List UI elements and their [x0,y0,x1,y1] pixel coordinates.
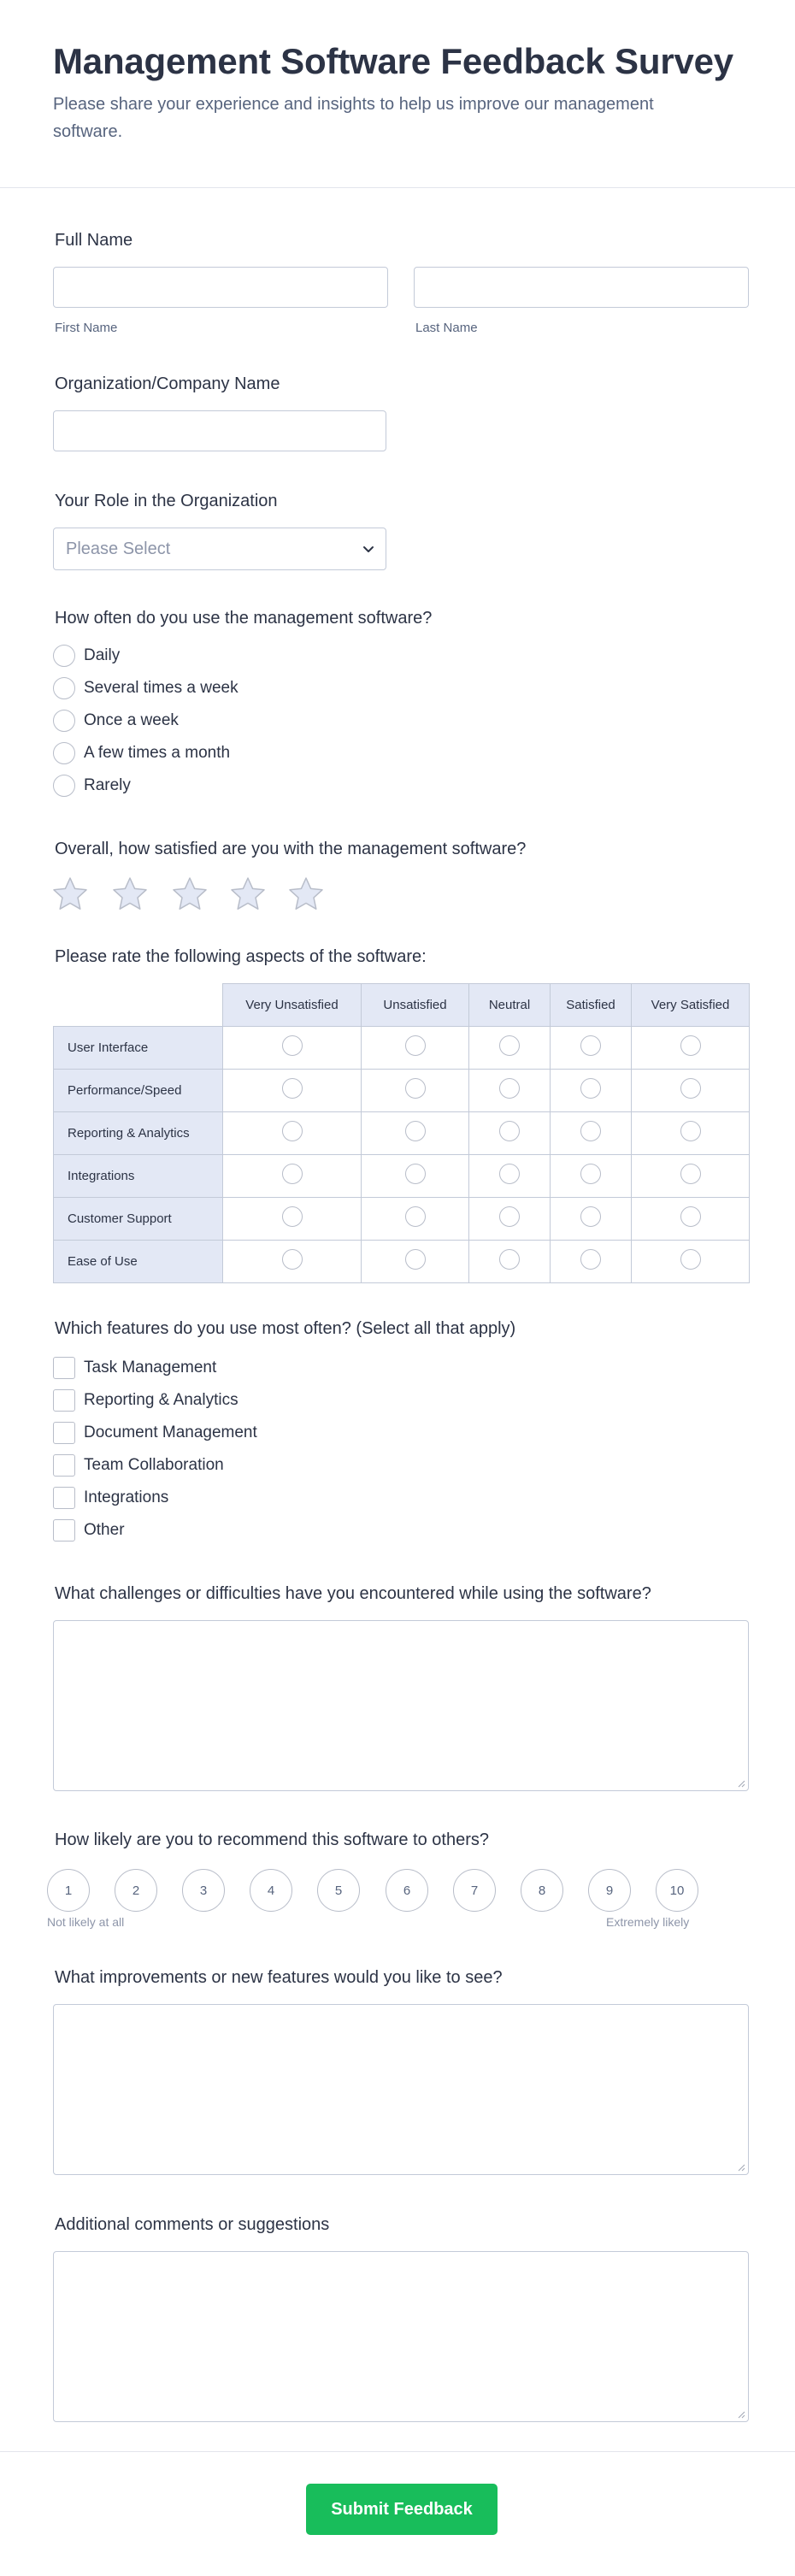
feature-option-label: Document Management [84,1424,257,1441]
scale-option-6[interactable]: 6 [386,1869,428,1912]
matrix-radio[interactable] [580,1078,601,1099]
matrix-radio[interactable] [405,1121,426,1141]
scale-option-4[interactable]: 4 [250,1869,292,1912]
role-select-placeholder: Please Select [66,539,171,558]
page-subtitle: Please share your experience and insights to help us improve our management software. [53,95,654,141]
full-name-label: Full Name [55,231,133,250]
role-select[interactable] [53,528,386,570]
scale-option-7[interactable]: 7 [453,1869,496,1912]
satisfaction-label: Overall, how satisfied are you with the management software? [55,840,527,858]
usage-option-once-week[interactable] [53,708,179,734]
matrix-radio[interactable] [499,1078,520,1099]
star-icon[interactable] [229,875,267,913]
matrix-row [54,1198,750,1241]
matrix-radio[interactable] [282,1035,303,1056]
feature-option-label: Task Management [84,1359,217,1376]
scale-max-caption: Extremely likely [606,1915,690,1929]
radio-button[interactable] [53,677,75,699]
scale-option-1[interactable]: 1 [47,1869,90,1912]
matrix-radio[interactable] [580,1035,601,1056]
matrix-row [54,1112,750,1155]
scale-option-2[interactable]: 2 [115,1869,157,1912]
feature-option-label: Integrations [84,1488,169,1506]
matrix-radio[interactable] [680,1121,701,1141]
star-icon[interactable] [287,875,325,913]
page-title: Management Software Feedback Survey [53,41,733,81]
matrix-radio[interactable] [680,1206,701,1227]
matrix-column-header: Very Satisfied [632,984,750,1027]
usage-option-rarely[interactable] [53,773,131,799]
matrix-column-header: Neutral [469,984,551,1027]
matrix-row [54,1241,750,1283]
matrix-radio[interactable] [680,1249,701,1270]
radio-button[interactable] [53,775,75,797]
role-label: Your Role in the Organization [55,492,278,510]
feature-option-integrations[interactable] [53,1485,168,1511]
last-name-input[interactable] [414,267,749,308]
submit-feedback-button[interactable]: Submit Feedback [306,2484,498,2535]
rating-matrix [53,983,750,1283]
first-name-input[interactable] [53,267,388,308]
matrix-row [54,1027,750,1070]
matrix-radio[interactable] [499,1035,520,1056]
form-header [0,0,795,188]
feature-option-other[interactable] [53,1518,125,1543]
usage-option-label: Daily [84,646,121,664]
matrix-radio[interactable] [282,1078,303,1099]
scale-option-10[interactable]: 10 [656,1869,698,1912]
matrix-row [54,1070,750,1112]
matrix-radio[interactable] [580,1206,601,1227]
matrix-radio[interactable] [405,1249,426,1270]
usage-option-label: A few times a month [84,744,231,762]
matrix-radio[interactable] [499,1206,520,1227]
footer-divider [0,2451,795,2452]
checkbox[interactable] [53,1454,75,1477]
star-icon[interactable] [171,875,209,913]
matrix-row-label: Reporting & Analytics [54,1112,223,1155]
matrix-radio[interactable] [499,1164,520,1184]
matrix-radio[interactable] [580,1121,601,1141]
usage-option-several-times-week[interactable] [53,675,238,701]
matrix-radio[interactable] [680,1078,701,1099]
matrix-radio[interactable] [680,1035,701,1056]
usage-option-label: Once a week [84,711,179,729]
matrix-radio[interactable] [405,1206,426,1227]
challenges-textarea[interactable] [53,1620,749,1791]
feature-option-task-management[interactable] [53,1355,216,1381]
scale-option-9[interactable]: 9 [588,1869,631,1912]
matrix-radio[interactable] [580,1164,601,1184]
matrix-row-label: Integrations [54,1155,223,1198]
organization-input[interactable] [53,410,386,451]
matrix-row-label: Customer Support [54,1198,223,1241]
usage-option-label: Rarely [84,776,131,794]
comments-label: Additional comments or suggestions [55,2215,330,2234]
chevron-down-icon [362,542,375,556]
checkbox[interactable] [53,1519,75,1541]
star-icon[interactable] [51,875,89,913]
usage-option-label: Several times a week [84,679,238,697]
matrix-corner [54,984,223,1027]
matrix-radio[interactable] [680,1164,701,1184]
matrix-column-header: Unsatisfied [362,984,469,1027]
matrix-radio[interactable] [282,1249,303,1270]
scale-min-caption: Not likely at all [47,1915,125,1929]
organization-label: Organization/Company Name [55,374,280,393]
usage-label: How often do you use the management software? [55,609,433,628]
matrix-label: Please rate the following aspects of the software: [55,947,427,966]
resize-handle-icon[interactable] [737,2410,745,2419]
feature-option-label: Other [84,1521,125,1539]
matrix-radio[interactable] [405,1078,426,1099]
first-name-sublabel: First Name [55,321,118,335]
matrix-radio[interactable] [282,1164,303,1184]
matrix-radio[interactable] [405,1164,426,1184]
matrix-column-header: Satisfied [551,984,632,1027]
matrix-radio[interactable] [499,1121,520,1141]
scale-option-5[interactable]: 5 [317,1869,360,1912]
matrix-radio[interactable] [580,1249,601,1270]
checkbox[interactable] [53,1357,75,1379]
matrix-row-label: User Interface [54,1027,223,1070]
matrix-radio[interactable] [499,1249,520,1270]
matrix-row-label: Ease of Use [54,1241,223,1283]
checkbox[interactable] [53,1422,75,1444]
radio-button[interactable] [53,645,75,667]
last-name-sublabel: Last Name [415,321,478,335]
recommend-label: How likely are you to recommend this software to others? [55,1830,489,1849]
improvements-label: What improvements or new features would you like to see? [55,1968,503,1987]
matrix-radio[interactable] [282,1206,303,1227]
checkbox[interactable] [53,1389,75,1412]
feature-option-label: Team Collaboration [84,1456,224,1474]
feature-option-document-management[interactable] [53,1420,257,1446]
resize-handle-icon[interactable] [737,2163,745,2172]
scale-option-3[interactable]: 3 [182,1869,225,1912]
matrix-row [54,1155,750,1198]
comments-textarea[interactable] [53,2251,749,2422]
feature-option-reporting-analytics[interactable] [53,1388,238,1413]
feature-option-label: Reporting & Analytics [84,1391,238,1409]
matrix-row-label: Performance/Speed [54,1070,223,1112]
star-icon[interactable] [111,875,149,913]
feature-option-team-collaboration[interactable] [53,1453,224,1478]
scale-option-8[interactable]: 8 [521,1869,563,1912]
usage-option-daily[interactable] [53,643,120,669]
improvements-textarea[interactable] [53,2004,749,2175]
radio-button[interactable] [53,710,75,732]
resize-handle-icon[interactable] [737,1779,745,1788]
matrix-radio[interactable] [405,1035,426,1056]
challenges-label: What challenges or difficulties have you encountered while using the software? [55,1584,651,1603]
matrix-radio[interactable] [282,1121,303,1141]
features-label: Which features do you use most often? (Select all that apply) [55,1319,516,1338]
checkbox[interactable] [53,1487,75,1509]
matrix-column-header: Very Unsatisfied [223,984,362,1027]
usage-option-few-times-month[interactable] [53,740,230,766]
radio-button[interactable] [53,742,75,764]
